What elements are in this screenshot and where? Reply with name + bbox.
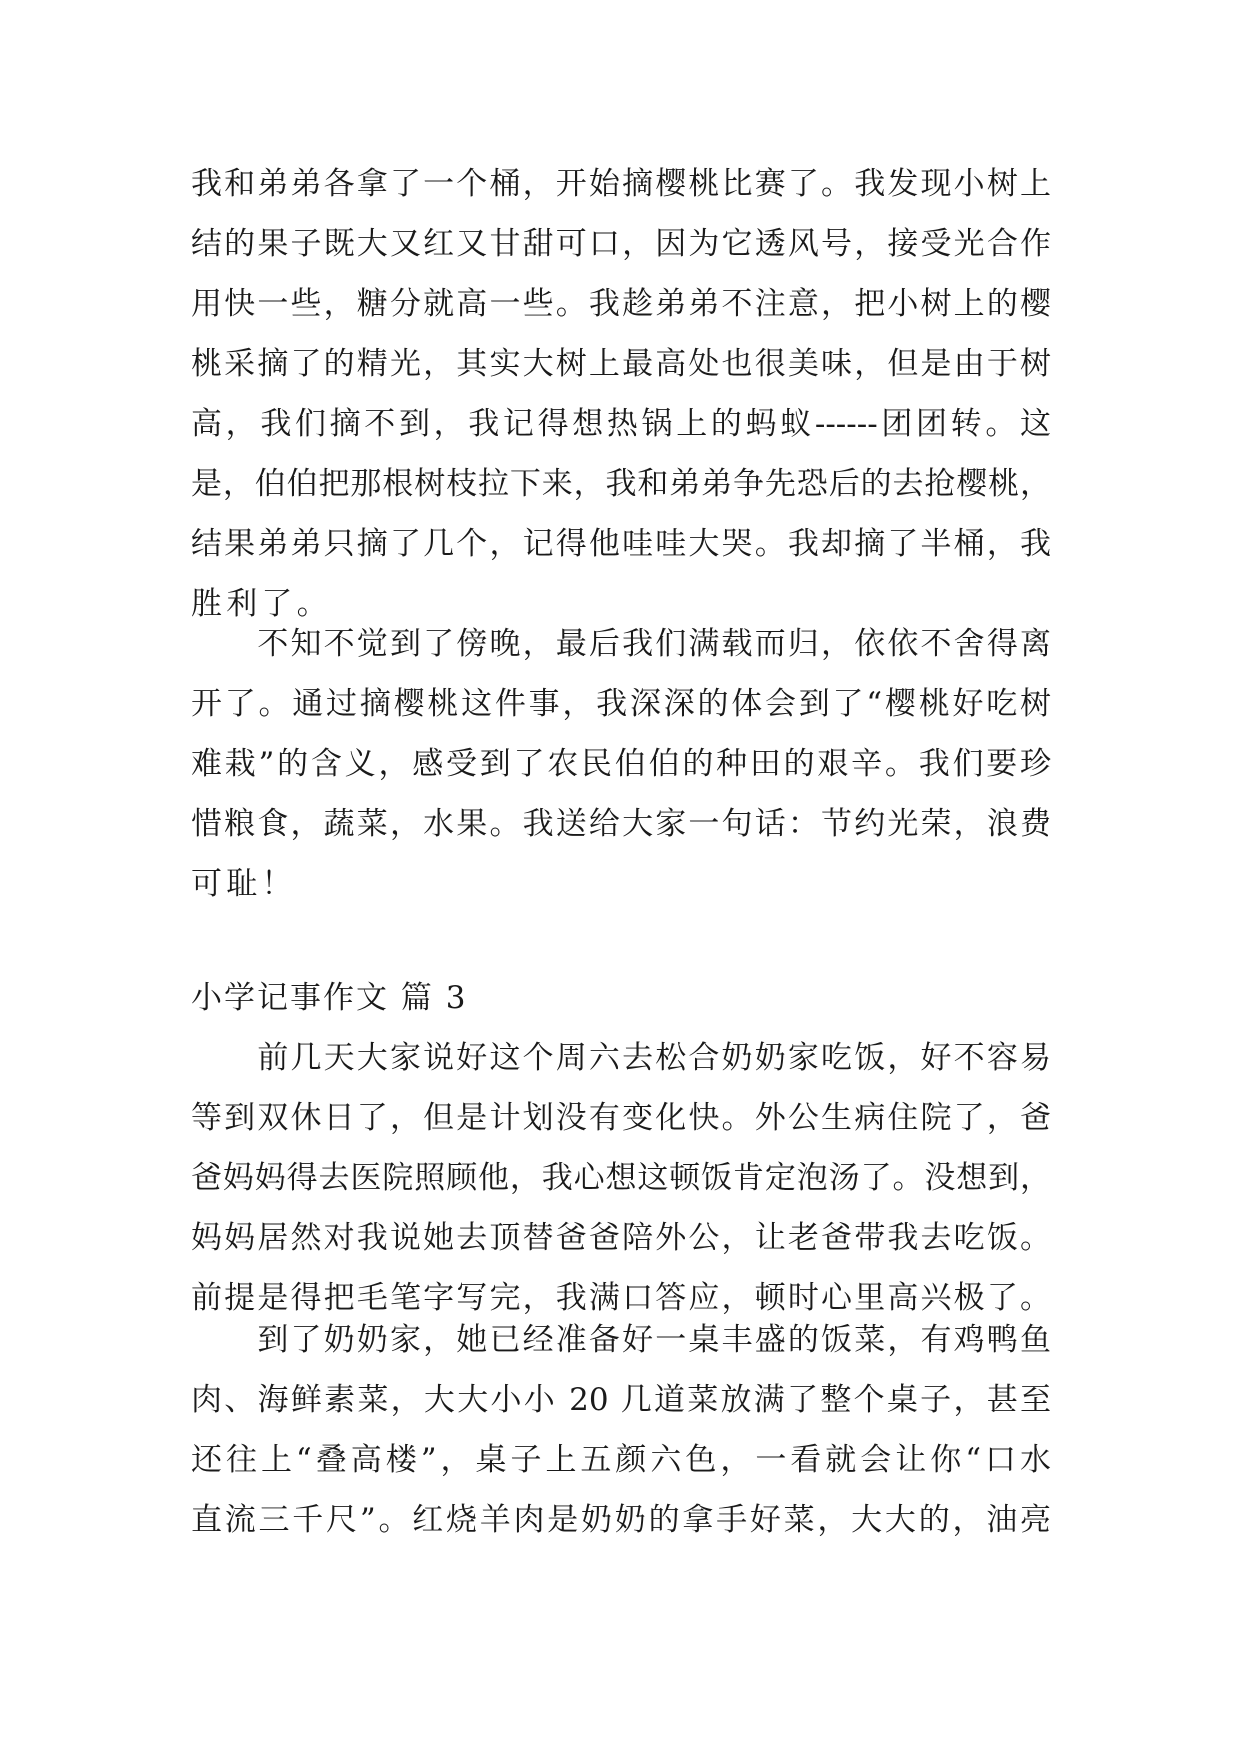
text-line: 前提是得把毛笔字写完，我满口答应，顿时心里高兴极了。 [191,1280,1051,1316]
section-heading: 小学记事作文 篇 3 [191,980,468,1016]
text-line: 可耻！ [191,866,297,902]
text-line: 直流三千尺”。红烧羊肉是奶奶的拿手好菜，大大的，油亮 [191,1502,1051,1538]
text-line: 爸妈妈得去医院照顾他，我心想这顿饭肯定泡汤了。没想到， [191,1160,1051,1196]
text-line: 难栽”的含义，感受到了农民伯伯的种田的艰辛。我们要珍 [191,746,1051,782]
text-line: 等到双休日了，但是计划没有变化快。外公生病住院了，爸 [191,1100,1051,1136]
text-line: 前几天大家说好这个周六去松合奶奶家吃饭，好不容易 [191,1040,1051,1076]
text-line: 高，我们摘不到，我记得想热锅上的蚂蚁------团团转。这 [191,406,1051,442]
text-line: 开了。通过摘樱桃这件事，我深深的体会到了“樱桃好吃树 [191,686,1051,722]
text-line: 用快一些，糖分就高一些。我趁弟弟不注意，把小树上的樱 [191,286,1051,322]
text-line: 结果弟弟只摘了几个，记得他哇哇大哭。我却摘了半桶，我 [191,526,1051,562]
text-line: 我和弟弟各拿了一个桶，开始摘樱桃比赛了。我发现小树上 [191,166,1051,202]
text-line: 到了奶奶家，她已经准备好一桌丰盛的饭菜，有鸡鸭鱼 [191,1322,1051,1358]
text-line: 不知不觉到了傍晚，最后我们满载而归，依依不舍得离 [191,626,1051,662]
text-line: 惜粮食，蔬菜，水果。我送给大家一句话：节约光荣，浪费 [191,806,1051,842]
text-line: 胜利了。 [191,586,332,622]
text-line: 桃采摘了的精光，其实大树上最高处也很美味，但是由于树 [191,346,1051,382]
text-line: 是，伯伯把那根树枝拉下来，我和弟弟争先恐后的去抢樱桃， [191,466,1051,502]
text-line: 肉、海鲜素菜，大大小小 20 几道菜放满了整个桌子，甚至 [191,1382,1051,1418]
text-line: 还往上“叠高楼”，桌子上五颜六色，一看就会让你“口水 [191,1442,1051,1478]
text-line: 妈妈居然对我说她去顶替爸爸陪外公，让老爸带我去吃饭。 [191,1220,1051,1256]
text-line: 结的果子既大又红又甘甜可口，因为它透风号，接受光合作 [191,226,1051,262]
